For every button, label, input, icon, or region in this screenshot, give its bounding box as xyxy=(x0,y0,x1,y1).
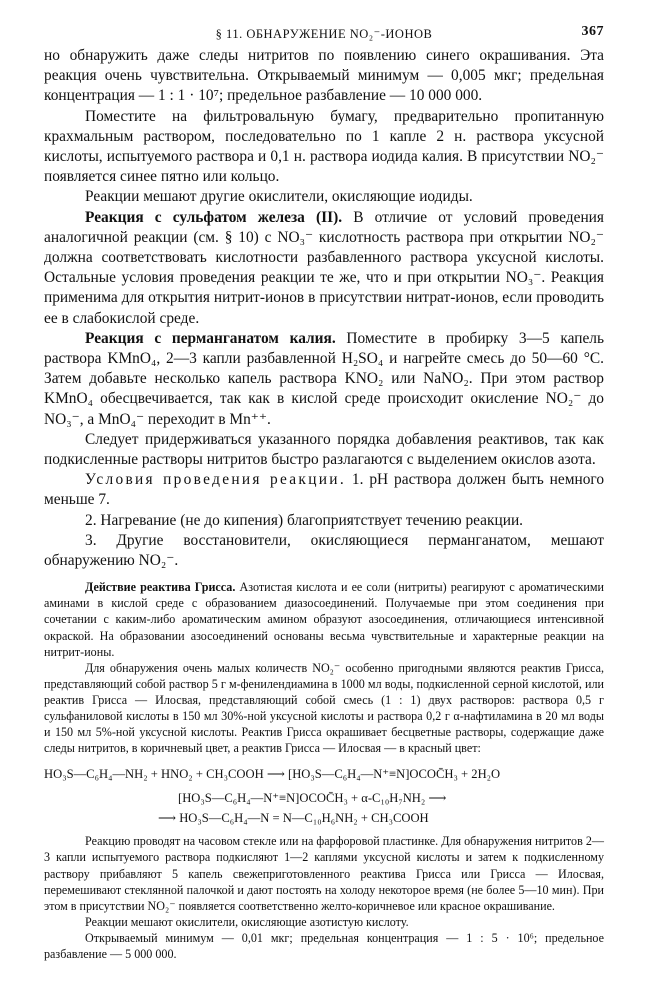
paragraph xyxy=(44,914,604,930)
paragraph xyxy=(44,430,604,470)
paragraph-text: 2. Нагревание (не до кипения) благоприятствует течению реакции. xyxy=(85,511,524,529)
paragraph-text: Открываемый минимум — 0,01 мкг; предельная концентрация — 1 : 5 · 10⁶; предельное разбавление — 5 000 000. xyxy=(44,930,604,961)
paragraph-heading: Реакция с сульфатом железа (II). xyxy=(85,208,343,226)
running-header xyxy=(44,22,604,46)
book-page xyxy=(44,22,604,962)
paragraph xyxy=(44,107,604,188)
paragraph-text: Реакции мешают другие окислители, окисляющие иодиды. xyxy=(85,188,473,206)
paragraph-heading: Действие реактива Грисса. xyxy=(85,580,236,595)
paragraph-text: Азотистая кислота и ее соли (нитриты) реагируют с ароматическими аминами в кислой среде с образованием диазосоединений. Получаемые при этом соединения при сочетании с каким-либо ароматическим амином образуют азосоединения, отличающиеся интенсивной окраской. На образовании азосоединений основаны весьма чувствительные и характерные реакции на нитрит-ионы. xyxy=(44,580,605,659)
paragraph-text: но обнаружить даже следы нитритов по появлению синего окрашивания. Эта реакция очень чувствительна. Открываемый минимум — 0,005 мкг; предельная концентрация — 1 : 1 · 10⁷; предельное разбавление — 10 000 000. xyxy=(44,47,604,105)
paragraph xyxy=(44,329,604,430)
section-title: § 11. ОБНАРУЖЕНИЕ NO₂⁻-ИОНОВ xyxy=(215,27,433,41)
paragraph-heading: Реакция с перманганатом калия. xyxy=(85,329,336,347)
paragraph xyxy=(44,833,604,913)
spaced-heading: Условия проведения реакции. xyxy=(85,471,346,489)
paragraph xyxy=(44,930,604,962)
paragraph xyxy=(44,187,604,207)
paragraph-text: Следует придерживаться указанного порядка добавления реактивов, так как подкисленные растворы нитритов быстро разлагаются с выделением окислов азота. xyxy=(44,430,604,469)
paragraph xyxy=(44,511,604,531)
paragraph xyxy=(44,579,604,659)
paragraph xyxy=(44,660,604,757)
small-print-text-2 xyxy=(44,833,604,962)
equation-1: HO₃S—C₆H₄—NH₂ + HNO₂ + CH₃COOH ⟶ [HO₃S—C₆H₄—N⁺≡N]OCOC̄H₃ + 2H₂O xyxy=(44,767,501,782)
paragraph-text: В отличие от условий проведения аналогичной реакции (см. § 10) с NO₃⁻ кислотность раствора при открытии NO₂⁻ должна соответствовать кислотности разбавленного раствора уксусной кислоты. Остальные условия проведения реакции те же, что и при открытии NO₃⁻. Реакция применима для открытия нитрит-ионов в присутствии нитрат-ионов, если проводить ее в слабокислой среде. xyxy=(44,208,604,327)
equation-2: [HO₃S—C₆H₄—N⁺≡N]OCOC̄H₃ + α-C₁₀H₇NH₂ ⟶ xyxy=(178,791,447,806)
main-text xyxy=(44,46,604,571)
small-print-text xyxy=(44,579,604,756)
page-number: 367 xyxy=(581,24,604,39)
paragraph-text: Поместите в пробирку 3—5 капель раствора KMnO₄, 2—3 капли разбавленной H₂SO₄ и нагрейте смесь до 50—60 °C. Затем добавьте несколько капель раствора KNO₂ или NaNO₂. При этом раствор KMnO₄ обесцвечивается, так как в кислой среде происходит окисление NO₂⁻ до NO₃⁻, а MnO₄⁻ переходит в Mn⁺⁺. xyxy=(44,329,604,428)
paragraph xyxy=(44,470,604,510)
paragraph-text: Реакции мешают окислители, окисляющие азотистую кислоту. xyxy=(85,914,409,929)
paragraph xyxy=(44,531,604,571)
paragraph xyxy=(44,46,604,107)
paragraph-text: Для обнаружения очень малых количеств NO₂⁻ особенно пригодными являются реактив Грисса, представляющий собой раствор 5 г м-фенилендиамина в 1000 мл воды, подкисленной серной кислотой, или реактив Грисса — Илосвая, представляющий собой смесь (1 : 1) двух растворов: раствора 0,5 г сульфаниловой кислоты в 150 мл 30%-ной уксусной кислоты и раствора 0,2 г α-нафтиламина в 20 мл воды и 150 мл 5%-ной уксусной кислоты. Реактив Грисса окрашивает бесцветные растворы, содержащие даже следы нитритов, в коричневый цвет, а реактив Грисса — Илосвая — в красный цвет: xyxy=(44,660,604,756)
paragraph-text: Реакцию проводят на часовом стекле или на фарфоровой пластинке. Для обнаружения нитритов 2—3 капли испытуемого раствора подкисляют 1—2 каплями уксусной кислоты и затем к подкисленному раствору прибавляют 5 капель свежеприготовленного реактива Грисса или Грисса — Илосвая, перемешивают стеклянной палочкой и дают постоять на холоду некоторое время (не более 5—10 мин). При этом в присутствии NO₂⁻ появляется соответственно желто-коричневое или красное окрашивание. xyxy=(44,834,604,913)
paragraph-text: Поместите на фильтровальную бумагу, предварительно пропитанную крахмальным раствором, последовательно по 1 капле 2 н. раствора уксусной кислоты, испытуемого раствора и 0,1 н. раствора иодида калия. В присутствии NO₂⁻ появляется синее пятно или кольцо. xyxy=(44,107,604,186)
paragraph-text: 3. Другие восстановители, окисляющиеся перманганатом, мешают обнаружению NO₂⁻. xyxy=(44,531,604,570)
paragraph xyxy=(44,208,604,329)
paragraph-text: 1. pH раствора должен быть немного меньше 7. xyxy=(44,471,605,509)
equation-3: ⟶ HO₃S—C₆H₄—N = N—C₁₀H₆NH₂ + CH₃COOH xyxy=(158,811,429,826)
